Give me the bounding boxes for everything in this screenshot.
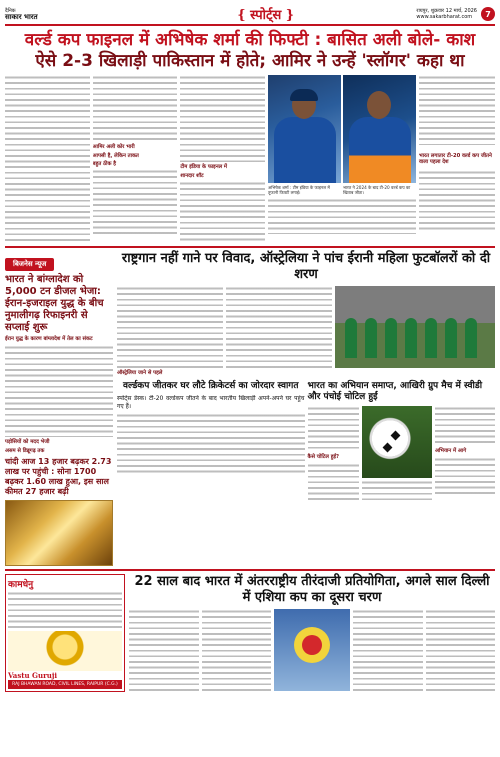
boycott-subhead: ऑस्ट्रेलिया जाने से पहले — [117, 370, 163, 376]
lead-subhead-4: टीम इंडिया के फाइनल में — [180, 164, 228, 171]
ad-image — [8, 631, 122, 671]
business-subhead-b: पड़ोसियों को मदद भेजी — [5, 439, 50, 446]
iran-team-photo — [335, 286, 495, 368]
lead-sidebar — [419, 75, 495, 243]
gold-headline: चांदी आज 13 हजार बढ़कर 2.73 लाख पर पहुंची : सोना 1700 बढ़कर 1.60 लाख हुआ, इस साल कीमत 27 हजार बढ़ी — [5, 457, 112, 497]
lead-subhead-2: आपसी है, लेकिन ताकत — [92, 152, 139, 159]
page-number: 7 — [481, 7, 495, 21]
masthead — [5, 4, 495, 26]
business-subhead-c: असम से डिब्रूगढ़ तक — [5, 447, 45, 454]
lead-story — [5, 75, 495, 243]
football-headline: भारत का अभियान समाप्त, आखिरी ग्रुप मैच में स्वीडी और पंचोई चोटिल हुईं — [307, 381, 483, 403]
masthead-meta — [416, 7, 495, 21]
lead-subhead-1: आमिर अली कोर भारी — [92, 144, 135, 151]
ad-title: कामधेनु — [8, 580, 34, 591]
cricket-brief-lead: स्पोर्ट्स डेस्क। टी-20 वर्ल्डकप जीतने के बाद भारतीय खिलाड़ी अपने-अपने घर पहुंच गए हैं। — [117, 395, 305, 411]
sports-stories — [117, 251, 495, 566]
lead-column-1 — [5, 75, 90, 243]
business-subhead-a: ईरान युद्ध के कारण बांग्लादेश में तेल का संकट — [5, 336, 93, 342]
cricket-brief-headline: वर्ल्डकप जीतकर घर लौटे क्रिकेटर्स का जोरदार स्वागत — [122, 381, 299, 392]
ad-footer: RAJ BHAWAN ROAD, CIVIL LINES, RAIPUR (C.G.) — [8, 680, 122, 689]
lead-column-2 — [93, 75, 178, 243]
newspaper-name: साकार भारत — [5, 12, 38, 21]
lead-subhead-5: शानदार शॉट — [180, 172, 204, 179]
section-title: { स्पोर्ट्स } — [237, 8, 295, 23]
business-tag: बिजनेस न्यूज — [5, 258, 54, 271]
masthead-brand — [5, 8, 115, 21]
lead-photo-area — [268, 75, 416, 243]
lead-headline-line2: ऐसे 2-3 खिलाड़ी पाकिस्तान में होते; आमिर ने उन्हें 'स्लॉगर' कहा था — [35, 51, 465, 71]
business-section — [5, 251, 113, 566]
photo-caption-right: भारत ने 2024 के बाद टी-20 वर्ल्ड कप का खिताब जीता। — [343, 185, 411, 196]
business-headline: भारत ने बांग्लादेश को 5,000 टन डीजल भेजा: ईरान-इजराइल युद्ध के बीच नुमालीगढ़ रिफाइनरी से सप्लाई शुरू — [5, 274, 104, 333]
archery-story — [129, 574, 495, 692]
boycott-headline: राष्ट्रगान नहीं गाने पर विवाद, ऑस्ट्रेलिया ने पांच ईरानी महिला फुटबॉलरों को दी शरण — [121, 251, 491, 282]
football-story — [308, 379, 496, 504]
football-subhead: कैसे चोटिल हुईं? — [307, 454, 340, 461]
lead-subhead-3: बहुत ठीक है — [92, 161, 117, 167]
lead-text-columns — [5, 75, 265, 243]
lead-headline-line1: वर्ल्ड कप फाइनल में अभिषेक शर्मा की फिफ्टी : बासित अली बोले- काश — [24, 30, 476, 50]
ad-brand: Vastu Guruji — [8, 671, 58, 681]
team-india-photo — [343, 75, 416, 183]
football-side-subhead: अभियान में आगे — [435, 448, 467, 455]
archery-photo — [274, 609, 350, 691]
edition-tagline: दैनिक — [5, 7, 16, 14]
advertisement — [5, 574, 125, 692]
lead-column-3 — [180, 75, 265, 243]
sidebar-title: भारत लगातार टी-20 वर्ल्ड कप जीतने वाला पहला देश — [419, 152, 492, 165]
archery-headline: 22 साल बाद भारत में अंतरराष्ट्रीय तीरंदाजी प्रतियोगिता, अगले साल दिल्ली में एशिया कप का दूसरा चरण — [134, 574, 490, 606]
football-photo — [362, 406, 432, 478]
gold-jewellery-photo — [5, 500, 113, 566]
cricket-welcome-story — [117, 379, 305, 504]
abhishek-photo — [268, 75, 341, 183]
photo-caption-left: अभिषेक शर्मा : टीम इंडिया के फाइनल में तूफानी फिफ्टी लगाई। — [268, 185, 330, 196]
website: www.sakarbharat.com — [416, 14, 473, 20]
date-line: रायपुर, शुक्रवार 12 मार्च, 2026 — [416, 8, 477, 14]
